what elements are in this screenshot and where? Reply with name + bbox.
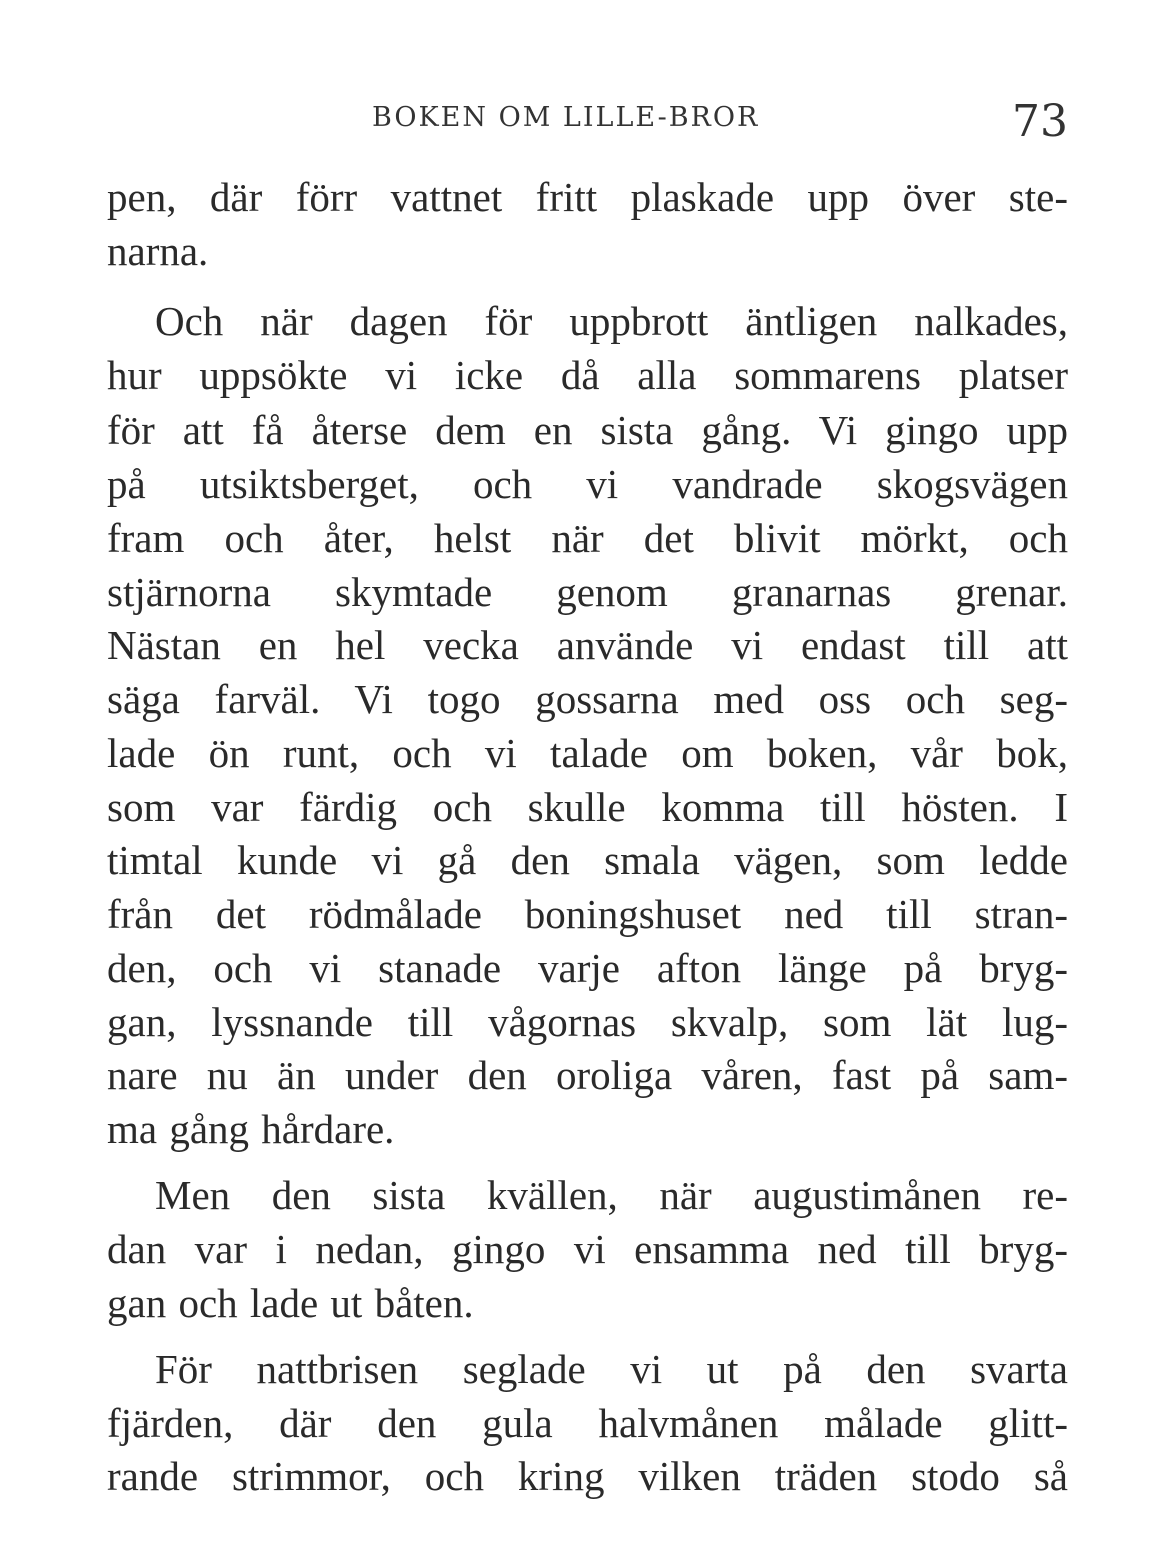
text-line: gan och lade ut båten. [107, 1280, 474, 1326]
text-line: fram och åter, helst när det blivit mörkt, och [107, 515, 1068, 561]
text-line: Men den sista kvällen, när augustimånen re- [155, 1172, 1068, 1218]
text-line: ma gång hårdare. [107, 1106, 395, 1152]
running-header [107, 96, 1068, 150]
text-line: för att få återse dem en sista gång. Vi gingo upp [107, 407, 1068, 453]
text-line: säga farväl. Vi togo gossarna med oss och seg- [107, 676, 1068, 722]
text-line: på utsiktsberget, och vi vandrade skogsvägen [107, 461, 1068, 507]
text-line: timtal kunde vi gå den smala vägen, som ledde [107, 837, 1068, 883]
text-line: som var färdig och skulle komma till hösten. I [107, 784, 1068, 830]
text-line: stjärnorna skymtade genom granarnas grenar. [107, 569, 1068, 615]
text-line: från det rödmålade boningshuset ned till stran- [107, 891, 1068, 937]
text-line: lade ön runt, och vi talade om boken, vår bok, [107, 730, 1068, 776]
text-line: gan, lyssnande till vågornas skvalp, som lät lug- [107, 999, 1068, 1045]
page-number: 73 [1012, 96, 1068, 147]
text-line: nare nu än under den oroliga våren, fast på sam- [107, 1052, 1068, 1098]
text-line: fjärden, där den gula halvmånen målade glitt- [107, 1400, 1068, 1446]
text-line: rande strimmor, och kring vilken träden stodo så [107, 1453, 1068, 1499]
text-line: För nattbrisen seglade vi ut på den svarta [155, 1346, 1068, 1392]
text-line: den, och vi stanade varje afton länge på bryg- [107, 945, 1068, 991]
text-line: Och när dagen för uppbrott äntligen nalkades, [155, 298, 1068, 344]
text-line: narna. [107, 228, 209, 274]
running-title: BOKEN OM LILLE-BROR [372, 102, 760, 133]
text-line: pen, där förr vattnet fritt plaskade upp över ste- [107, 174, 1068, 220]
text-line: dan var i nedan, gingo vi ensamma ned till bryg- [107, 1226, 1068, 1272]
text-line: Nästan en hel vecka använde vi endast till att [107, 622, 1068, 668]
text-line: hur uppsökte vi icke då alla sommarens platser [107, 352, 1068, 398]
